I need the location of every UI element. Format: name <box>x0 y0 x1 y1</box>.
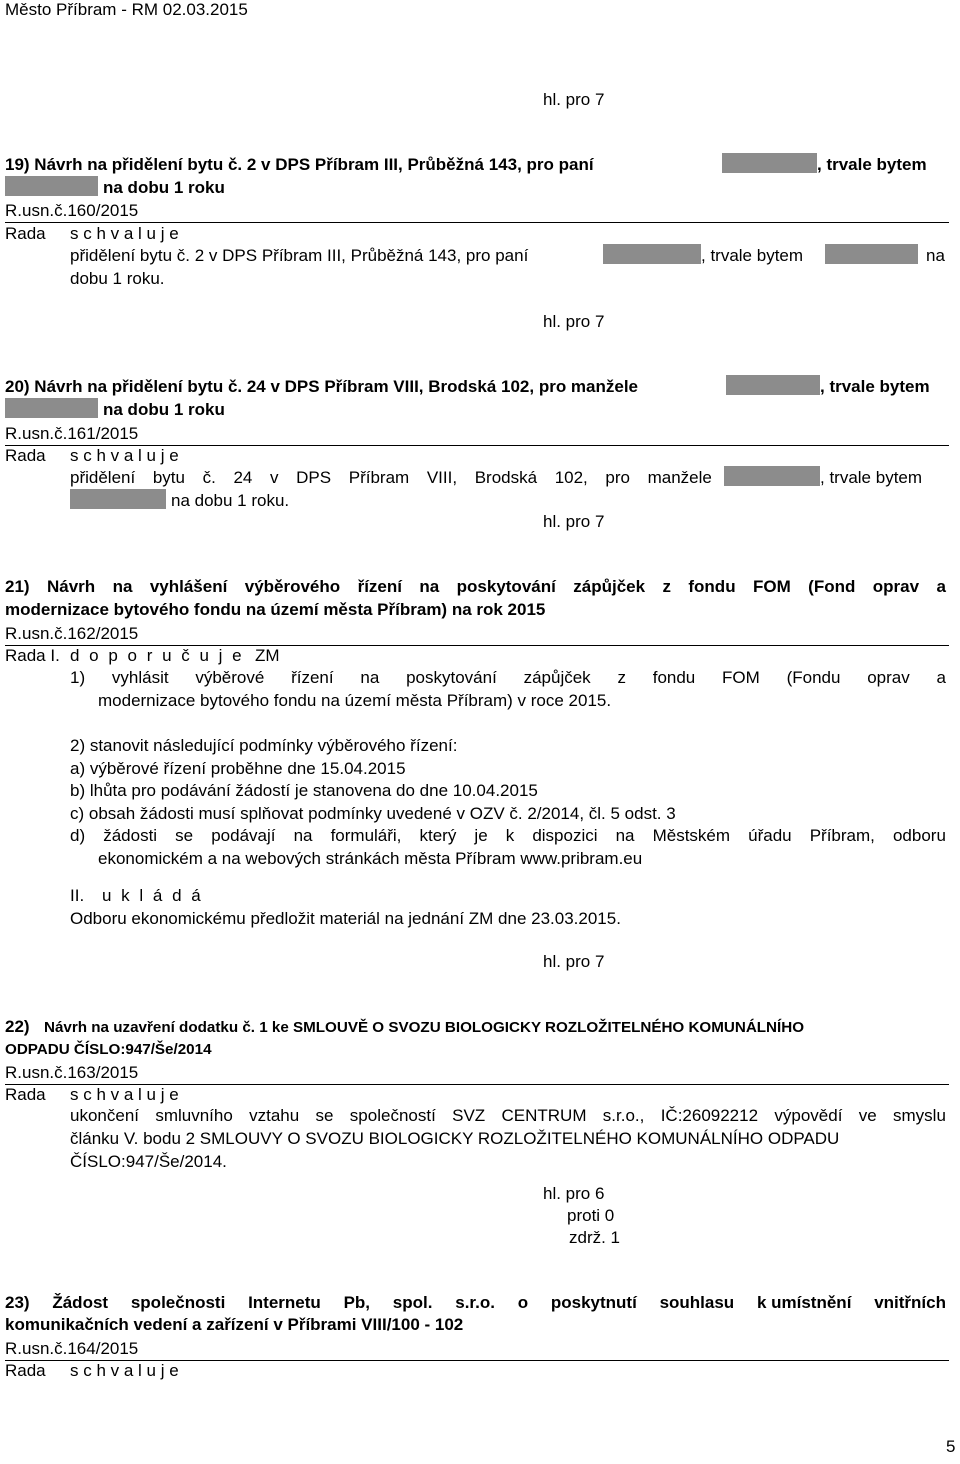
word: formuláři, <box>330 826 402 845</box>
item-23-usn: R.usn.č.164/2015 <box>5 1339 139 1358</box>
vote-result-22-zdrz: zdrž. 1 <box>569 1228 621 1247</box>
word: dispozici <box>532 826 598 845</box>
page-header-title: Město Příbram - RM 02.03.2015 <box>5 0 248 19</box>
item-21-point-1-line2: modernizace bytového fondu na území města Příbram) v roce 2015. <box>98 691 612 710</box>
word: poskytnutí <box>550 1293 637 1312</box>
item-21-usn: R.usn.č.162/2015 <box>5 624 139 643</box>
item-19-usn: R.usn.č.160/2015 <box>5 201 139 220</box>
item-23-title <box>5 1293 946 1313</box>
word: vztahu <box>249 1106 300 1125</box>
vote-result-18: hl. pro 7 <box>543 90 605 109</box>
word: se <box>315 1106 334 1125</box>
word: s.r.o. <box>455 1293 495 1312</box>
item-19-body: přidělení bytu č. 2 v DPS Příbram III, Průběžná 143, pro paní <box>70 246 529 265</box>
word: k umístnění <box>756 1293 852 1312</box>
vote-result-21: hl. pro 7 <box>543 952 605 971</box>
item-21-point-2d-line2: ekonomickém a na webových stránkách města Příbram www.pribram.eu <box>98 849 643 868</box>
word: Brodská <box>474 468 538 487</box>
word: smyslu <box>893 1106 946 1125</box>
word: odboru <box>892 826 946 845</box>
word: pro <box>605 468 630 487</box>
redaction <box>722 153 817 173</box>
word: řízení <box>291 668 334 687</box>
word: a <box>936 577 946 596</box>
item-19-body-line2: dobu 1 roku. <box>70 269 165 288</box>
word: VIII, <box>426 468 458 487</box>
word: ukončení <box>70 1106 139 1125</box>
word: na <box>615 826 635 845</box>
doporucuje-label: d o p o r u č u j e <box>70 646 245 665</box>
word: poskytování <box>406 668 497 687</box>
word: výpovědí <box>774 1106 843 1125</box>
word: k <box>505 826 515 845</box>
word: manžele <box>647 468 712 487</box>
word: 21) <box>5 577 30 596</box>
word: vyhlášení <box>149 577 228 596</box>
item-20-body <box>70 468 712 488</box>
vote-result-22-proti: proti 0 <box>567 1206 615 1225</box>
word: je <box>474 826 488 845</box>
word: o <box>517 1293 529 1312</box>
word: CENTRUM <box>501 1106 587 1125</box>
word: ve <box>858 1106 877 1125</box>
word: d) <box>70 826 86 845</box>
item-23-title-line2: komunikačních vedení a zařízení v Příbrami VIII/100 - 102 <box>5 1315 464 1334</box>
word: výběrového <box>244 577 341 596</box>
redaction <box>70 489 166 509</box>
redaction <box>726 375 820 395</box>
word: č. <box>202 468 216 487</box>
rada-label: Rada <box>5 446 46 465</box>
word: přidělení <box>70 468 136 487</box>
item-21-uklada-text: Odboru ekonomickému předložit materiál na jednání ZM dne 23.03.2015. <box>70 909 621 928</box>
word: který <box>419 826 457 845</box>
word: oprav <box>872 577 920 596</box>
item-20-title: 20) Návrh na přidělení bytu č. 24 v DPS Příbram VIII, Brodská 102, pro manžele <box>5 377 639 396</box>
item-20-title-line2: na dobu 1 roku <box>103 400 225 419</box>
zm-label: ZM <box>255 646 280 665</box>
redaction <box>5 176 98 196</box>
word: Pb, <box>343 1293 371 1312</box>
word: IČ:26092212 <box>660 1106 759 1125</box>
word: s.r.o., <box>602 1106 645 1125</box>
item-21-point-2b: b) lhůta pro podávání žádostí je stanovena do dne 10.04.2015 <box>70 781 538 800</box>
item-21-point-1 <box>70 668 946 688</box>
word: 1) <box>70 668 86 687</box>
page-number: 5 <box>946 1437 956 1456</box>
item-22-body-line3: ČÍSLO:947/Še/2014. <box>70 1152 227 1171</box>
word: Internetu <box>248 1293 321 1312</box>
word: z <box>617 668 626 687</box>
item-20-title-cont: , trvale bytem <box>820 377 930 396</box>
word: na <box>419 577 440 596</box>
word: vnitřních <box>874 1293 946 1312</box>
redaction <box>603 244 701 264</box>
item-21-point-2d <box>70 826 946 846</box>
item-22-body <box>70 1106 946 1126</box>
item-22-title-num: 22) <box>5 1017 30 1036</box>
redaction <box>724 466 820 486</box>
word: úřadu <box>748 826 792 845</box>
divider <box>5 222 949 223</box>
word: 102, <box>554 468 588 487</box>
vote-result-19: hl. pro 7 <box>543 312 605 331</box>
word: fondu <box>688 577 736 596</box>
word: souhlasu <box>659 1293 735 1312</box>
word: DPS <box>296 468 332 487</box>
schvaluje-label: s c h v a l u j e <box>70 446 179 465</box>
vote-result-22-pro: hl. pro 6 <box>543 1184 605 1203</box>
word: žádosti <box>103 826 158 845</box>
word: , trvale bytem <box>820 468 923 487</box>
ii-label: II. <box>70 886 85 905</box>
item-21-point-2: 2) stanovit následující podmínky výběrového řízení: <box>70 736 458 755</box>
word: vyhlásit <box>111 668 169 687</box>
word: Městském <box>652 826 731 845</box>
item-21-point-2a: a) výběrové řízení proběhne dne 15.04.2015 <box>70 759 406 778</box>
word: spol. <box>392 1293 433 1312</box>
item-22-usn: R.usn.č.163/2015 <box>5 1063 139 1082</box>
word: bytu <box>152 468 185 487</box>
schvaluje-label: s c h v a l u j e <box>70 1085 179 1104</box>
item-20-body-line2: na dobu 1 roku. <box>171 491 290 510</box>
item-19-title-cont: , trvale bytem <box>817 155 927 174</box>
item-20-body-cont <box>820 468 946 488</box>
word: 24 <box>233 468 253 487</box>
word: Návrh <box>46 577 96 596</box>
item-19-title-line2: na dobu 1 roku <box>103 178 225 197</box>
word: na <box>293 826 313 845</box>
item-22-title: Návrh na uzavření dodatku č. 1 ke SMLOUVĚ O SVOZU BIOLOGICKY ROZLOŽITELNÉHO KOMUNÁLNÍHO <box>44 1019 805 1036</box>
schvaluje-label: s c h v a l u j e <box>70 1361 179 1380</box>
word: oprav <box>867 668 910 687</box>
item-19-body-end: na <box>926 246 945 265</box>
rada-label: Rada <box>5 1085 46 1104</box>
word: a <box>936 668 946 687</box>
item-19-title: 19) Návrh na přidělení bytu č. 2 v DPS Příbram III, Průběžná 143, pro paní <box>5 155 594 174</box>
item-21-title <box>5 577 946 597</box>
word: řízení <box>357 577 402 596</box>
word: 23) <box>5 1293 30 1312</box>
item-21-title-line2: modernizace bytového fondu na území města Příbram) na rok 2015 <box>5 600 546 619</box>
word: SVZ <box>452 1106 486 1125</box>
word: smluvního <box>155 1106 233 1125</box>
word: FOM <box>722 668 760 687</box>
item-22-title-line2: ODPADU ČÍSLO:947/Še/2014 <box>5 1041 212 1058</box>
schvaluje-label: s c h v a l u j e <box>70 224 179 243</box>
word: podávají <box>211 826 276 845</box>
word: zápůjček <box>573 577 646 596</box>
word: FOM <box>752 577 791 596</box>
rada-label: Rada <box>5 224 46 243</box>
word: (Fondu <box>786 668 841 687</box>
rada-label: Rada <box>5 1361 46 1380</box>
word: zápůjček <box>523 668 591 687</box>
word: na <box>360 668 380 687</box>
item-22-body-line2: článku V. bodu 2 SMLOUVY O SVOZU BIOLOGICKY ROZLOŽITELNÉHO KOMUNÁLNÍHO ODPADU <box>70 1129 840 1148</box>
word: (Fond <box>808 577 856 596</box>
word: na <box>112 577 133 596</box>
word: v <box>270 468 279 487</box>
item-21-point-2c: c) obsah žádosti musí splňovat podmínky uvedené v OZV č. 2/2014, čl. 5 odst. 3 <box>70 804 676 823</box>
word: Žádost <box>52 1293 109 1312</box>
word: společnosti <box>130 1293 226 1312</box>
uklada-label: u k l á d á <box>102 886 204 905</box>
rada-i-label: Rada I. <box>5 646 60 665</box>
word: z <box>662 577 671 596</box>
word: poskytování <box>456 577 556 596</box>
word: společností <box>349 1106 436 1125</box>
word: fondu <box>652 668 696 687</box>
word: se <box>175 826 194 845</box>
redaction <box>825 244 918 264</box>
vote-result-20: hl. pro 7 <box>543 512 605 531</box>
word: Příbram, <box>809 826 875 845</box>
item-19-body-cont: , trvale bytem <box>701 246 804 265</box>
item-20-usn: R.usn.č.161/2015 <box>5 424 139 443</box>
word: Příbram <box>348 468 410 487</box>
redaction <box>5 398 98 418</box>
word: výběrové <box>195 668 265 687</box>
